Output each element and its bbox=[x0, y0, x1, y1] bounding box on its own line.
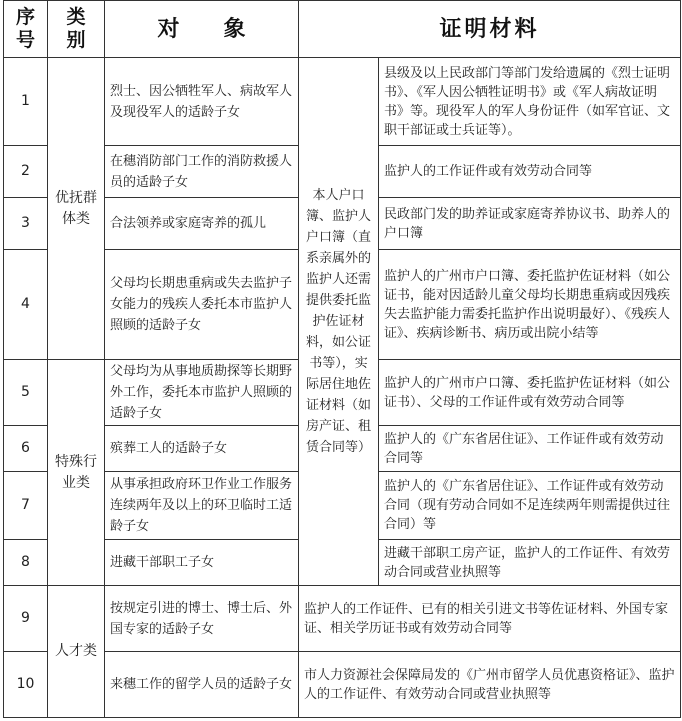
row-number: 2 bbox=[4, 146, 48, 198]
header-cat-line1: 类 bbox=[66, 6, 86, 28]
table-row bbox=[4, 58, 681, 146]
table-row bbox=[4, 586, 681, 652]
material-cell: 监护人的《广东省居住证》、工作证件或有效劳动合同等 bbox=[379, 426, 681, 472]
header-target: 对象 bbox=[105, 1, 299, 58]
row-number: 5 bbox=[4, 360, 48, 426]
object-cell: 进藏干部职工子女 bbox=[105, 540, 299, 586]
header-seq-line2: 号 bbox=[15, 29, 35, 51]
material-cell: 监护人的广州市户口簿、委托监护佐证材料（如公证书，能对因适龄儿童父母均长期患重病或因残疾失去监护能力需委托监护作出说明最好）、《残疾人证》、疾病诊断书、病历或出院小结等 bbox=[379, 250, 681, 360]
eligibility-table bbox=[3, 0, 681, 718]
header-row bbox=[4, 1, 681, 58]
object-cell: 从事承担政府环卫作业工作服务连续两年及以上的环卫临时工适龄子女 bbox=[105, 472, 299, 540]
row-number: 4 bbox=[4, 250, 48, 360]
object-cell: 按规定引进的博士、博士后、外国专家的适龄子女 bbox=[105, 586, 299, 652]
material-cell: 监护人的《广东省居住证》、工作证件或有效劳动合同（现有劳动合同如不足连续两年则需提供过往合同）等 bbox=[379, 472, 681, 540]
object-cell: 在穗消防部门工作的消防救援人员的适龄子女 bbox=[105, 146, 299, 198]
header-category bbox=[48, 1, 105, 58]
material-cell: 进藏干部职工房产证，监护人的工作证件、有效劳动合同或营业执照等 bbox=[379, 540, 681, 586]
header-cat-line2: 别 bbox=[66, 29, 86, 51]
row-number: 6 bbox=[4, 426, 48, 472]
row-number: 8 bbox=[4, 540, 48, 586]
object-cell: 来穗工作的留学人员的适龄子女 bbox=[105, 652, 299, 718]
material-cell: 民政部门发的助养证或家庭寄养协议书、助养人的户口簿 bbox=[379, 198, 681, 250]
object-cell: 烈士、因公牺牲军人、病故军人及现役军人的适龄子女 bbox=[105, 58, 299, 146]
material-cell: 县级及以上民政部门等部门发给遗属的《烈士证明书》、《军人因公牺牲证明书》或《军人病故证明书》等。现役军人的军人身份证件（如军官证、文职干部证或士兵证等）。 bbox=[379, 58, 681, 146]
object-cell: 父母均长期患重病或失去监护子女能力的残疾人委托本市监护人照顾的适龄子女 bbox=[105, 250, 299, 360]
header-seq-line1: 序 bbox=[15, 6, 35, 28]
material-cell: 市人力资源社会保障局发的《广州市留学人员优惠资格证》、监护人的工作证件、有效劳动合同或营业执照等 bbox=[299, 652, 681, 718]
row-number: 10 bbox=[4, 652, 48, 718]
table-row bbox=[4, 652, 681, 718]
object-cell: 合法领养或家庭寄养的孤儿 bbox=[105, 198, 299, 250]
object-cell: 殡葬工人的适龄子女 bbox=[105, 426, 299, 472]
object-cell: 父母均为从事地质勘探等长期野外工作，委托本市监护人照顾的适龄子女 bbox=[105, 360, 299, 426]
shared-material-cell: 本人户口簿、监护人户口簿（直系亲属外的监护人还需提供委托监护佐证材料，如公证书等），实际居住地佐证材料（如房产证、租赁合同等） bbox=[299, 58, 379, 586]
row-number: 7 bbox=[4, 472, 48, 540]
header-proof: 证明材料 bbox=[299, 1, 681, 58]
row-number: 1 bbox=[4, 58, 48, 146]
header-seq bbox=[4, 1, 48, 58]
material-cell: 监护人的工作证件或有效劳动合同等 bbox=[379, 146, 681, 198]
category-cell: 人才类 bbox=[48, 586, 105, 718]
material-cell: 监护人的工作证件、已有的相关引进文书等佐证材料、外国专家证、相关学历证书或有效劳动合同等 bbox=[299, 586, 681, 652]
row-number: 3 bbox=[4, 198, 48, 250]
category-cell: 特殊行业类 bbox=[48, 360, 105, 586]
material-cell: 监护人的广州市户口簿、委托监护佐证材料（如公证书）、父母的工作证件或有效劳动合同等 bbox=[379, 360, 681, 426]
category-cell: 优抚群体类 bbox=[48, 58, 105, 360]
row-number: 9 bbox=[4, 586, 48, 652]
